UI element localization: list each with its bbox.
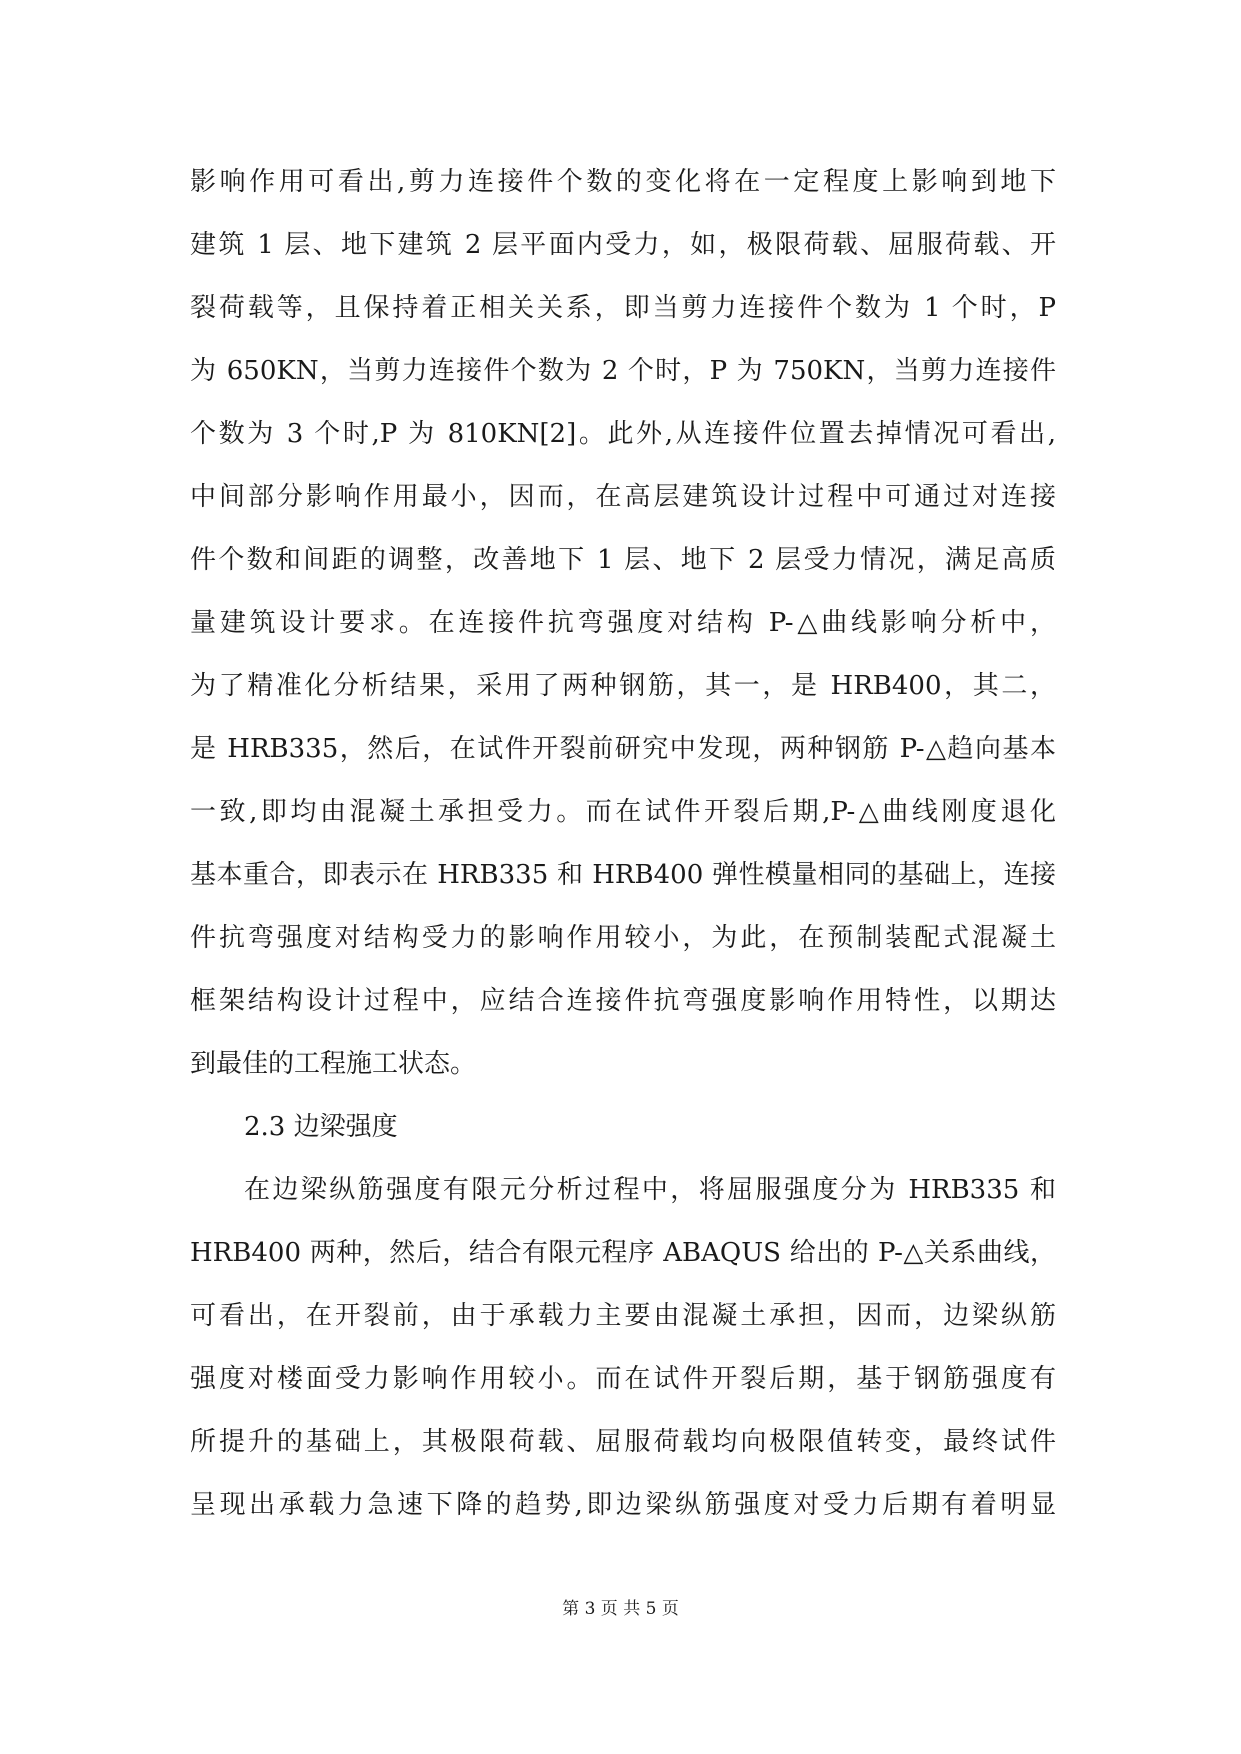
paragraph-line: 是 HRB335，然后，在试件开裂前研究中发现，两种钢筋 P-△趋向基本 [190, 734, 1056, 764]
paragraph-line: 为了精准化分析结果，采用了两种钢筋，其一，是 HRB400，其二， [190, 671, 1056, 701]
paragraph-line: 框架结构设计过程中，应结合连接件抗弯强度影响作用特性，以期达 [190, 986, 1056, 1016]
paragraph-line: 件个数和间距的调整，改善地下 1 层、地下 2 层受力情况，满足高质 [190, 545, 1056, 575]
paragraph-line: 所提升的基础上，其极限荷载、屈服荷载均向极限值转变，最终试件 [190, 1427, 1056, 1457]
paragraph-line: HRB400 两种，然后，结合有限元程序 ABAQUS 给出的 P-△关系曲线， [190, 1238, 1056, 1268]
paragraph-line: 个数为 3 个时,P 为 810KN[2]。此外,从连接件位置去掉情况可看出, [190, 419, 1056, 449]
paragraph-line: 可看出，在开裂前，由于承载力主要由混凝土承担，因而，边梁纵筋 [190, 1301, 1056, 1331]
paragraph-line: 为 650KN，当剪力连接件个数为 2 个时，P 为 750KN，当剪力连接件 [190, 356, 1056, 386]
paragraph-line: 在边梁纵筋强度有限元分析过程中，将屈服强度分为 HRB335 和 [244, 1175, 1056, 1205]
paragraph-line: 中间部分影响作用最小，因而，在高层建筑设计过程中可通过对连接 [190, 482, 1056, 512]
paragraph-line: 基本重合，即表示在 HRB335 和 HRB400 弹性模量相同的基础上，连接 [190, 860, 1056, 890]
paragraph-line: 强度对楼面受力影响作用较小。而在试件开裂后期，基于钢筋强度有 [190, 1364, 1056, 1394]
paragraph-line: 呈现出承载力急速下降的趋势,即边梁纵筋强度对受力后期有着明显 [190, 1490, 1056, 1520]
paragraph-line: 建筑 1 层、地下建筑 2 层平面内受力，如，极限荷载、屈服荷载、开 [190, 230, 1056, 260]
paragraph-line: 影响作用可看出,剪力连接件个数的变化将在一定程度上影响到地下 [190, 167, 1056, 197]
paragraph-line: 到最佳的工程施工状态。 [190, 1049, 477, 1079]
page-number-footer: 第 3 页 共 5 页 [562, 1599, 679, 1619]
paragraph-line: 量建筑设计要求。在连接件抗弯强度对结构 P-△曲线影响分析中， [190, 608, 1056, 638]
paragraph-line: 一致,即均由混凝土承担受力。而在试件开裂后期,P-△曲线刚度退化 [190, 797, 1056, 827]
document-body [190, 163, 1056, 1549]
paragraph-line: 件抗弯强度对结构受力的影响作用较小，为此，在预制装配式混凝土 [190, 923, 1056, 953]
paragraph-line: 裂荷载等，且保持着正相关关系，即当剪力连接件个数为 1 个时，P [190, 293, 1056, 323]
section-heading: 2.3 边梁强度 [244, 1112, 398, 1142]
